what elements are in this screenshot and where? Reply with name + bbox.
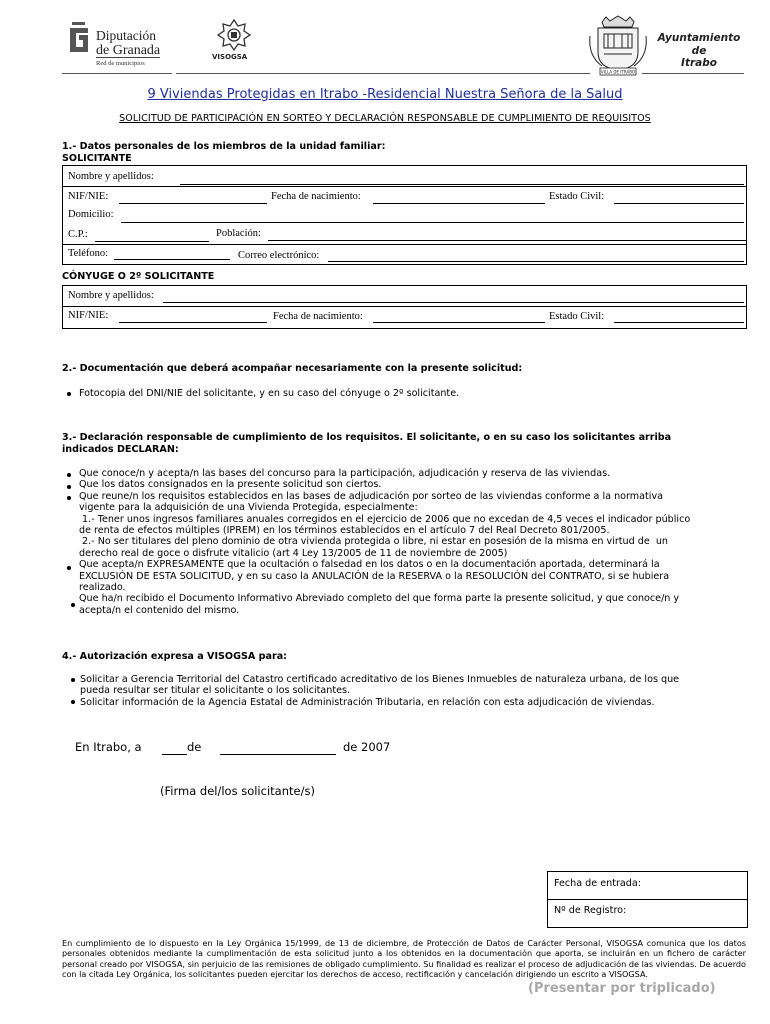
bullet [67,496,71,500]
fecha-nacimiento-field[interactable] [373,203,545,204]
cp-label: C.P.: [68,229,88,240]
day-field[interactable] [162,754,187,755]
header-rule-right [642,73,744,74]
declaration-line: acepta/n el contenido del mismo. [79,604,240,616]
telefono-label: Teléfono: [68,248,109,259]
nif-field[interactable] [119,203,267,204]
diputacion-logo-icon [67,22,91,62]
triplicate-notice: (Presentar por triplicado) [528,981,716,996]
fecha-entrada-label: Fecha de entrada: [554,878,641,889]
conyuge-nif-field[interactable] [119,322,267,323]
authorization-line: Solicitar a Gerencia Territorial del Catastro certificado acreditativo de los Bienes Inmuebles de naturaleza urbana, de los que [80,674,680,685]
date-de-1: de [187,740,202,754]
declaration-line: 1.- Tener unos ingresos familiares anuales corregidos en el ejercicio de 2006 que no excedan de 4,5 veces el indicador público [79,513,691,525]
solicitante-label: SOLICITANTE [62,153,132,164]
conyuge-fecha-label: Fecha de nacimiento: [273,311,363,322]
header-rule-left [62,73,172,74]
estado-civil-label: Estado Civil: [549,191,605,202]
bullet [67,392,71,396]
cp-field[interactable] [95,241,209,242]
nombre-field[interactable] [180,184,744,185]
declaration-line: Que los datos consignados en la presente solicitud son ciertos. [79,479,382,491]
telefono-field[interactable] [114,259,230,260]
authorization-line: Solicitar información de la Agencia Estatal de Administración Tributaria, en relación con esta adjudicación de viviendas. [80,696,655,708]
conyuge-nombre-field[interactable] [163,302,744,303]
page-title: 9 Viviendas Protegidas en Itrabo -Residencial Nuestra Señora de la Salud [147,87,623,102]
visogsa-label: VISOGSA [212,53,248,61]
bullet [67,566,71,570]
estado-civil-field[interactable] [614,203,744,204]
row-divider [62,186,746,187]
registry-box [547,871,748,928]
domicilio-label: Domicilio: [68,209,114,220]
conyuge-label: CÓNYUGE O 2º SOLICITANTE [62,271,215,282]
place-date-prefix: En Itrabo, a [75,740,142,754]
declaration-line: EXCLUSIÓN DE ESTA SOLICITUD, y en su caso la ANULACIÓN de la RESERVA o la RESOLUCIÓN del CONTRATO, si se hubiera [79,570,670,582]
poblacion-field[interactable] [268,240,746,241]
declaration-line: derecho real de goce o disfrute vitalicio (art 4 Ley 13/2005 de 11 de noviembre de 2005) [79,547,508,559]
diputacion-subtitle: Red de municipios [96,60,145,67]
bullet [67,473,71,477]
month-field[interactable] [220,754,336,755]
nombre-label: Nombre y apellidos: [68,171,154,182]
bullet [71,603,75,607]
nif-label: NIF/NIE: [68,191,109,202]
conyuge-nif-label: NIF/NIE: [68,310,109,321]
numero-registro-label: Nº de Registro: [554,905,627,916]
row-divider [62,306,746,307]
conyuge-nombre-label: Nombre y apellidos: [68,290,154,301]
header-rule-middle [176,73,590,74]
correo-label: Correo electrónico: [238,250,320,261]
declaration-line: Que conoce/n y acepta/n las bases del concurso para la participación, adjudicación y reserva de las viviendas. [79,468,611,479]
declaration-line: vigente para la adquisición de una Vivienda Protegida, especialmente: [79,502,418,514]
page-subtitle: SOLICITUD DE PARTICIPACIÓN EN SORTEO Y DECLARACIÓN RESPONSABLE DE CUMPLIMIENTO DE REQUISITOS [119,113,651,124]
itrabo-coat-of-arms-icon [588,14,648,82]
declaration-line: Que acepta/n EXPRESAMENTE que la ocultación o falsedad en los datos o en la documentación aportada, determinará la [79,559,660,571]
section1-heading: 1.- Datos personales de los miembros de la unidad familiar: [62,141,386,152]
conyuge-estado-label: Estado Civil: [549,311,605,322]
conyuge-fecha-field[interactable] [373,322,545,323]
coat-ribbon-text: VILLA DE ITRABO [600,69,636,75]
declaration-line: Que reune/n los requisitos establecidos en las bases de adjudicación por sorteo de las viviendas conforme a la normativa [79,490,664,502]
section3-heading: 3.- Declaración responsable de cumplimiento de los requisitos. El solicitante, o en su caso los solicitantes arriba indicados DECLARAN: [62,432,672,455]
declaration-line: 2.- No ser titulares del pleno dominio de otra vivienda protegida o libre, ni estar en posesión de la misma en virtud de un [79,536,668,548]
data-protection-notice: En cumplimiento de lo dispuesto en la Ley Orgánica 15/1999, de 13 de diciembre, de Protección de Datos de Carácter Personal, VISOGSA comunica que los datos personales obtenidos mediante la cumplimentación de esta solicitud junto a los obtenidos en la documentación que aporta, se incluirán en un fichero de carácter personal creado por VISOGSA, sin perjuicio de las remisiones de obligado cumplimiento. Su finalidad es realizar el proceso de adjudicación de las viviendas. De acuerdo con la citada Ley Orgánica, los solicitantes pueden ejercitar los derechos de acceso, rectificación y cancelación dirigiendo un escrito a VISOGSA. [62,938,746,980]
fecha-nacimiento-label: Fecha de nacimiento: [271,191,361,202]
row-divider [62,244,746,245]
authorization-line: pueda resultar ser titular el solicitante o los solicitantes. [80,685,351,697]
section3-text [79,468,749,616]
date-de-2007: de 2007 [343,740,391,754]
declaration-line: Que ha/n recibido el Documento Informativo Abreviado completo del que forma parte la presente solicitud, y que conoce/n y [79,593,680,605]
bullet [67,485,71,489]
visogsa-logo-icon [214,18,254,58]
ayuntamiento-label: Ayuntamiento de Itrabo [657,32,741,69]
section2-item: Fotocopia del DNI/NIE del solicitante, y en su caso del cónyuge o 2º solicitante. [79,388,460,399]
section2-heading: 2.- Documentación que deberá acompañar necesariamente con la presente solicitud: [62,363,523,374]
conyuge-estado-field[interactable] [614,322,744,323]
correo-field[interactable] [328,261,744,262]
domicilio-field[interactable] [121,222,744,223]
section4-heading: 4.- Autorización expresa a VISOGSA para: [62,651,288,662]
diputacion-rule [96,57,160,58]
declaration-line: de renta de efectos múltiples (IPREM) en los términos establecidos en el artículo 7 del Real Decreto 801/2005. [79,525,610,537]
section4-text [80,674,750,708]
poblacion-label: Población: [216,228,261,239]
signature-label: (Firma del/los solicitante/s) [160,784,315,798]
bullet [71,678,75,682]
solicitante-box [62,165,747,265]
bullet [71,700,75,704]
declaration-line: realizado. [79,582,126,594]
registry-divider [548,899,747,900]
diputacion-name: Diputación de Granada [96,28,161,58]
